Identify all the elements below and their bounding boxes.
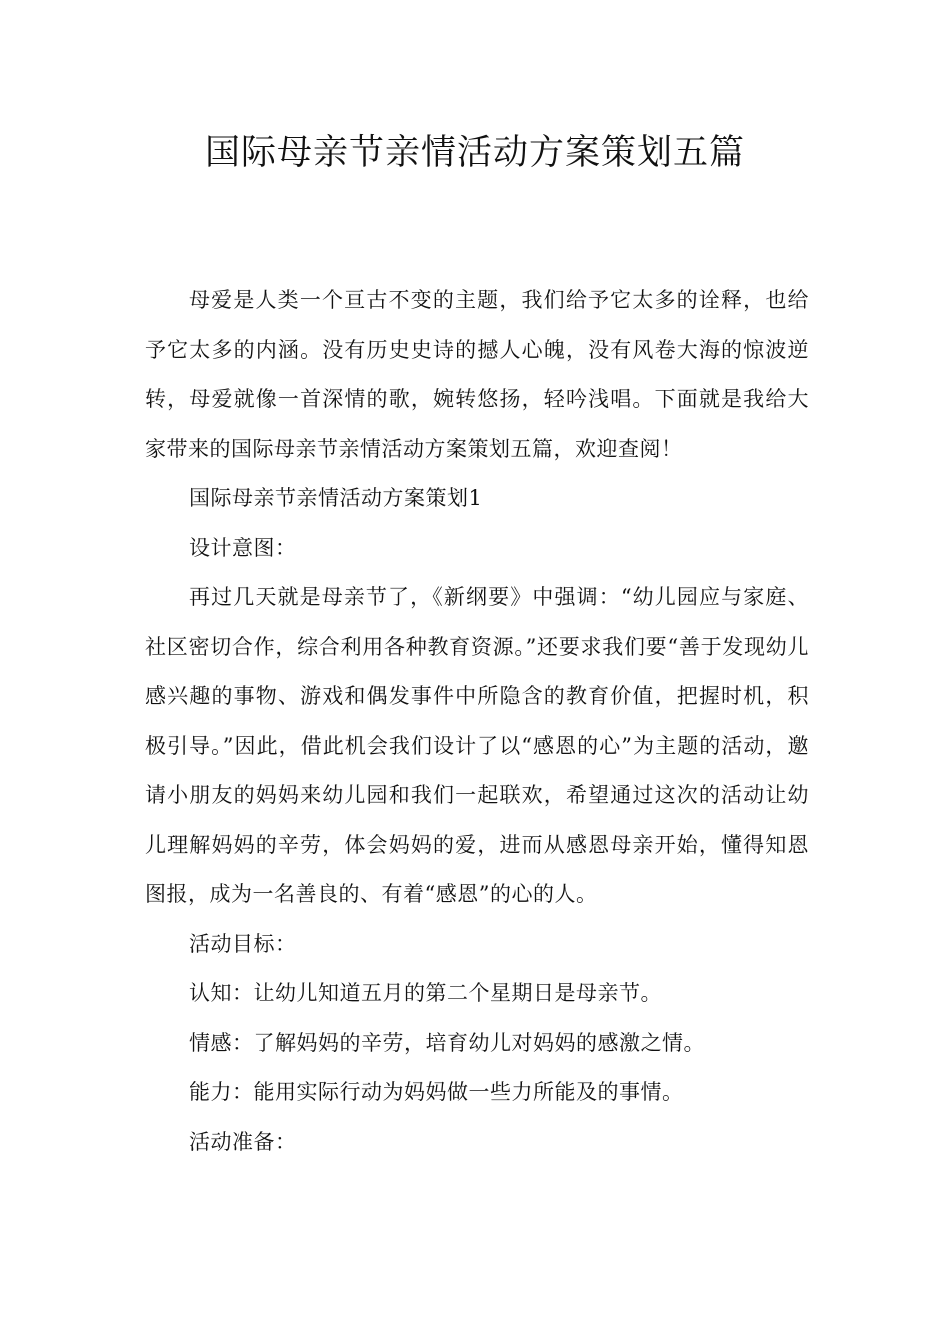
document-body xyxy=(145,276,809,1167)
goal-emotion: 情感：了解妈妈的辛劳，培育幼儿对妈妈的感激之情。 xyxy=(189,1030,705,1055)
section-heading: 国际母亲节亲情活动方案策划1 xyxy=(189,486,483,510)
goal-ability: 能力：能用实际行动为妈妈做一些力所能及的事情。 xyxy=(189,1080,684,1104)
intro-paragraph: 母爱是人类一个亘古不变的主题，我们给予它太多的诠释，也给予它太多的内涵。没有历史史诗的撼人心魄，没有风卷大海的惊波逆转，母爱就像一首深情的歌，婉转悠扬，轻吟浅唱。下面就是我给大家带来的国际母亲节亲情活动方案策划五篇，欢迎查阅！ xyxy=(145,288,809,461)
design-intent-paragraph: 再过几天就是母亲节了，《新纲要》中强调：“幼儿园应与家庭、社区密切合作，综合利用各种教育资源。”还要求我们要“善于发现幼儿感兴趣的事物、游戏和偶发事件中所隐含的教育价值，把握时机，积极引导。”因此，借此机会我们设计了以“感恩的心”为主题的活动，邀请小朋友的妈妈来幼儿园和我们一起联欢，希望通过这次的活动让幼儿理解妈妈的辛劳，体会妈妈的爱，进而从感恩母亲开始，懂得知恩图报，成为一名善良的、有着“感恩”的心的人。 xyxy=(145,585,809,906)
document-title: 国际母亲节亲情活动方案策划五篇 xyxy=(204,133,745,173)
activity-preparation-label: 活动准备： xyxy=(189,1129,297,1154)
design-intent-label: 设计意图： xyxy=(189,535,297,560)
activity-goals-label: 活动目标： xyxy=(189,931,297,956)
goal-cognition: 认知：让幼儿知道五月的第二个星期日是母亲节。 xyxy=(189,981,662,1005)
